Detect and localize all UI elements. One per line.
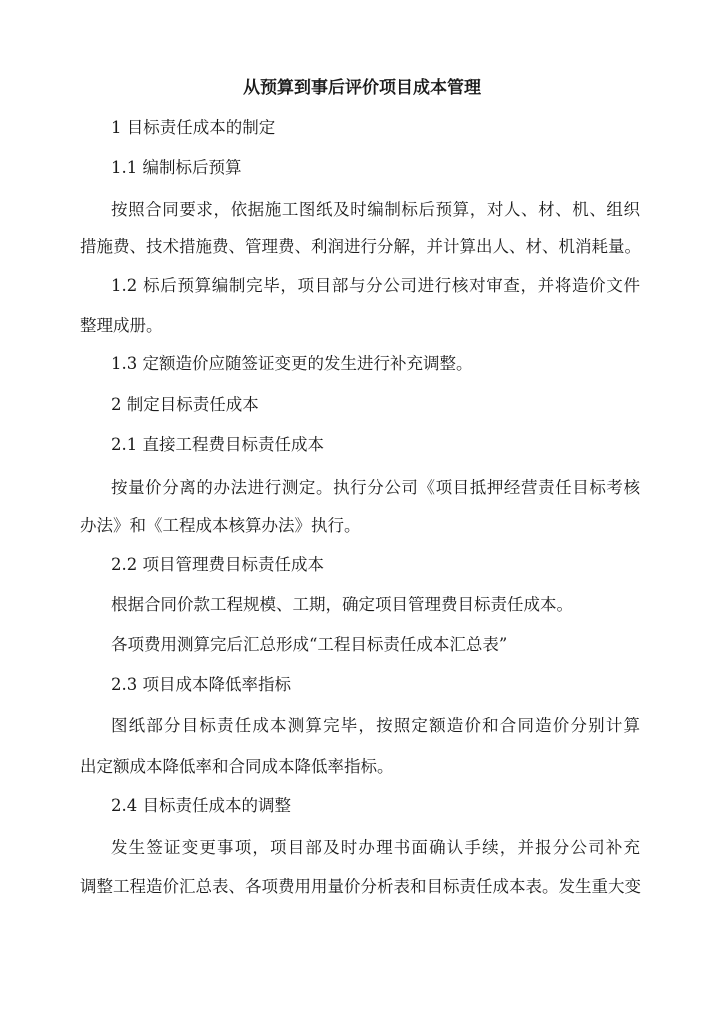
heading-2-4: 2.4 目标责任成本的调整 bbox=[111, 796, 291, 815]
paragraph-line: 出定额成本降低率和合同成本降低率指标。 bbox=[80, 757, 394, 776]
heading-1-1: 1.1 编制标后预算 bbox=[111, 158, 242, 177]
heading-2-3: 2.3 项目成本降低率指标 bbox=[111, 675, 291, 694]
paragraph-line: 按照合同要求，依据施工图纸及时编制标后预算，对人、材、机、组织 bbox=[111, 200, 640, 219]
paragraph-line: 按量价分离的办法进行测定。执行分公司《项目抵押经营责任目标考核 bbox=[111, 478, 640, 497]
paragraph-line: 整理成册。 bbox=[80, 316, 163, 335]
paragraph-line: 办法》和《工程成本核算办法》执行。 bbox=[80, 516, 361, 535]
paragraph-line: 措施费、技术措施费、管理费、利润进行分解，并计算出人、材、机消耗量。 bbox=[80, 237, 641, 256]
heading-1: 1 目标责任成本的制定 bbox=[111, 118, 276, 137]
paragraph-line: 1.2 标后预算编制完毕，项目部与分公司进行核对审查，并将造价文件 bbox=[111, 276, 640, 295]
heading-2-1: 2.1 直接工程费目标责任成本 bbox=[111, 435, 324, 454]
paragraph-line: 根据合同价款工程规模、工期，确定项目管理费目标责任成本。 bbox=[111, 595, 573, 614]
paragraph-line: 调整工程造价汇总表、各项费用用量价分析表和目标责任成本表。发生重大变 bbox=[80, 877, 641, 896]
heading-2: 2 制定目标责任成本 bbox=[111, 395, 259, 414]
paragraph-line: 各项费用测算完后汇总形成“工程目标责任成本汇总表” bbox=[111, 635, 508, 654]
heading-2-2: 2.2 项目管理费目标责任成本 bbox=[111, 555, 324, 574]
paragraph-line: 图纸部分目标责任成本测算完毕，按照定额造价和合同造价分别计算 bbox=[111, 716, 640, 735]
paragraph-line: 发生签证变更事项，项目部及时办理书面确认手续，并报分公司补充 bbox=[111, 838, 640, 857]
paragraph-line: 1.3 定额造价应随签证变更的发生进行补充调整。 bbox=[111, 354, 473, 373]
document-title: 从预算到事后评价项目成本管理 bbox=[243, 78, 481, 98]
